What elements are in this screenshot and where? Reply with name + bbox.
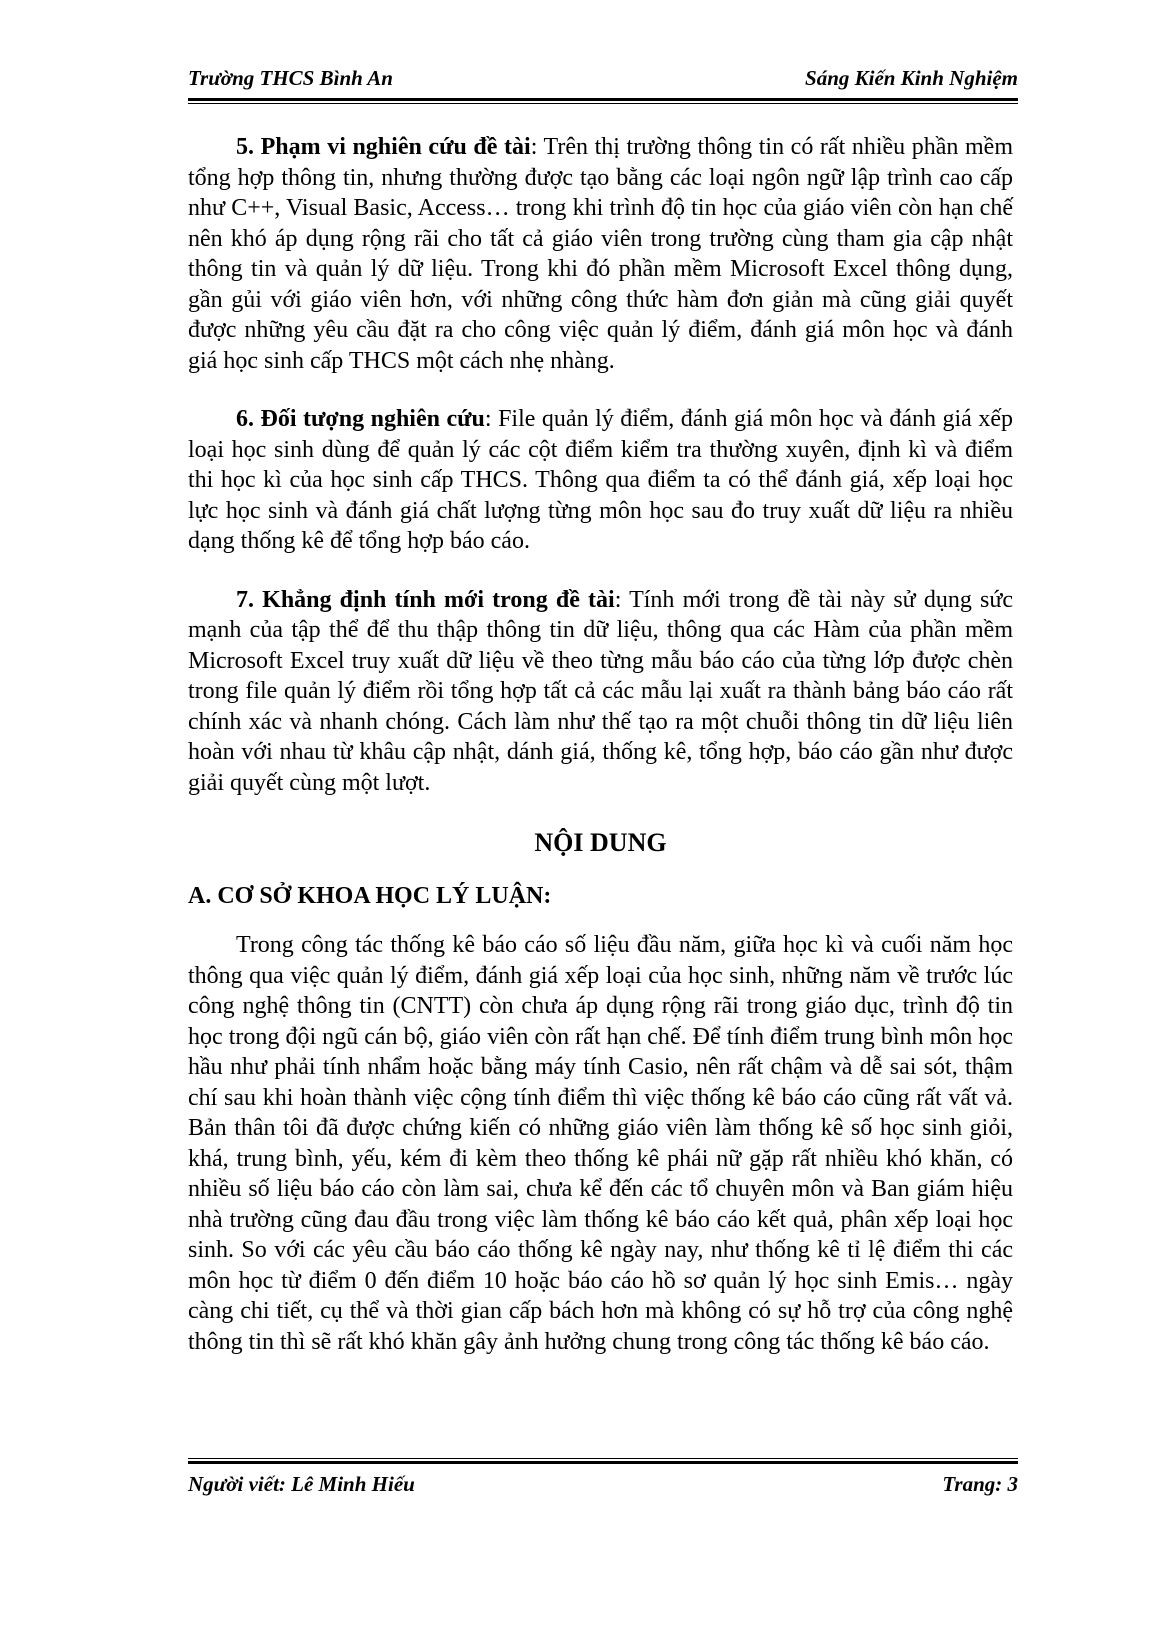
section-novelty-heading: 7. Khẳng định tính mới trong đề tài bbox=[236, 586, 615, 613]
section-novelty-text: : Tính mới trong đề tài này sử dụng sức mạnh của tập thể để thu thập thông tin dữ liệu, thông qua các Hàm của phần mềm Microsoft Excel truy xuất dữ liệu về theo từng mẫu báo cáo của từng lớp được chèn trong file quản lý điểm rồi tổng hợp tất cả các mẫu lại xuất ra thành bảng báo cáo rất chính xác và nhanh chóng. Cách làm như thế tạo ra một chuỗi thông tin dữ liệu liên hoàn với nhau từ khâu cập nhật, dánh giá, thống kê, tổng hợp, báo cáo gần như được giải quyết cùng một lượt. bbox=[188, 586, 1013, 796]
main-heading: NỘI DUNG bbox=[534, 828, 667, 857]
section-novelty bbox=[188, 585, 1013, 799]
header-school-name: Trường THCS Bình An bbox=[188, 66, 393, 90]
body-paragraph: Trong công tác thống kê báo cáo số liệu đầu năm, giữa học kì và cuối năm học thông qua việc quản lý điểm, đánh giá xếp loại của học sinh, những năm về trước lúc công nghệ thông tin (CNTT) còn chưa áp dụng rộng rãi trong giáo dục, trình độ tin học trong đội ngũ cán bộ, giáo viên còn rất hạn chế. Để tính điểm trung bình môn học hầu như phải tính nhẩm hoặc bằng máy tính Casio, nên rất chậm và dễ sai sót, thậm chí sau khi hoàn thành việc cộng tính điểm thì việc thống kê báo cáo cũng rất vất vả. Bản thân tôi đã được chứng kiến có những giáo viên làm thống kê số học sinh giỏi, khá, trung bình, yếu, kém đi kèm theo thống kê phái nữ gặp rất nhiều khó khăn, có nhiều số liệu báo cáo còn làm sai, chưa kể đến các tổ chuyên môn và Ban giám hiệu nhà trường cũng đau đầu trong việc làm thống kê báo cáo kết quả, phân xếp loại học sinh. So với các yêu cầu báo cáo thống kê ngày nay, như thống kê tỉ lệ điểm thi các môn học từ điểm 0 đến điểm 10 hoặc báo cáo hồ sơ quản lý học sinh Emis… ngày càng chi tiết, cụ thể và thời gian cấp bách hơn mà không có sự hỗ trợ của công nghệ thông tin thì sẽ rất khó khăn gây ảnh hưởng chung trong công tác thống kê báo cáo. bbox=[188, 932, 1013, 1355]
section-subject-text: : File quản lý điểm, đánh giá môn học và đánh giá xếp loại học sinh dùng để quản lý các cột điểm kiểm tra thường xuyên, định kì và điểm thi học kì của học sinh cấp THCS. Thông qua điểm ta có thể đánh giá, xếp loại học lực học sinh và đánh giá chất lượng từng môn học sau đo truy xuất dữ liệu ra nhiều dạng thống kê để tổng hợp báo cáo. bbox=[188, 406, 1013, 554]
footer-page-number: Trang: 3 bbox=[942, 1472, 1018, 1496]
section-scope-text: : Trên thị trường thông tin có rất nhiều phần mềm tổng hợp thông tin, nhưng thường được tạo bằng các loại ngôn ngữ lập trình cao cấp như C++, Visual Basic, Access… trong khi trình độ tin học của giáo viên còn hạn chế nên khó áp dụng rộng rãi cho tất cả giáo viên trong trường cùng tham gia cập nhật thông tin và quản lý dữ liệu. Trong khi đó phần mềm Microsoft Excel thông dụng, gần gủi với giáo viên hơn, với những công thức hàm đơn giản mà cũng giải quyết được những yêu cầu đặt ra cho công việc quản lý điểm, đánh giá môn học và đánh giá học sinh cấp THCS một cách nhẹ nhàng. bbox=[188, 134, 1013, 374]
section-subject bbox=[188, 404, 1013, 557]
section-scope bbox=[188, 132, 1013, 376]
page-footer bbox=[188, 1472, 1018, 1506]
page-header bbox=[188, 66, 1018, 100]
footer-author: Người viết: Lê Minh Hiếu bbox=[188, 1472, 415, 1496]
footer-divider bbox=[188, 1458, 1018, 1464]
header-document-type: Sáng Kiến Kinh Nghiệm bbox=[805, 66, 1018, 90]
page-content bbox=[188, 132, 1013, 1357]
header-divider bbox=[188, 98, 1018, 104]
sub-heading: A. CƠ SỞ KHOA HỌC LÝ LUẬN: bbox=[188, 883, 552, 909]
section-subject-heading: 6. Đối tượng nghiên cứu bbox=[236, 406, 485, 432]
section-scope-heading: 5. Phạm vi nghiên cứu đề tài bbox=[236, 134, 531, 160]
